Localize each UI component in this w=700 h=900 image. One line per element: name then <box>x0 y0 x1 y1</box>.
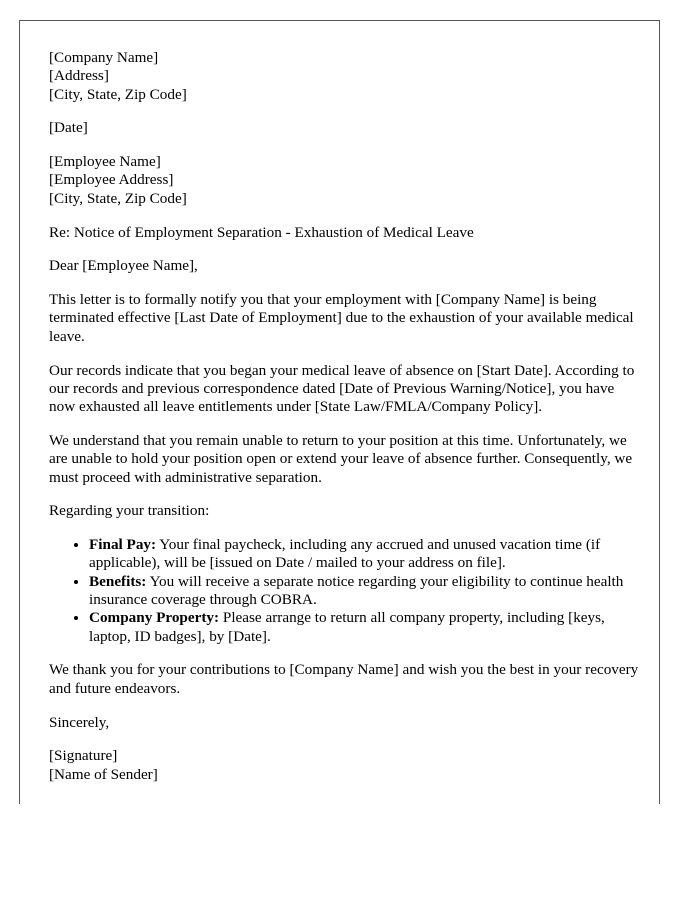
list-item-term: Company Property: <box>89 609 220 627</box>
paragraph-termination-notice: This letter is to formally notify you that your employment with [Company Name] is being terminated effective [Last Date of Employment] due to the exhaustion of your available medical leave. <box>49 291 634 345</box>
list-item-text: You will receive a separate notice regarding your eligibility to continue health insurance coverage through COBRA. <box>89 572 624 609</box>
list-item-text: Your final paycheck, including any accrued and unused vacation time (if applicable), will be [issued on Date / mailed to your address on file]. <box>89 536 601 572</box>
letter-body <box>49 49 639 799</box>
transition-list <box>49 536 639 646</box>
list-item-text: Please arrange to return all company property, including [keys, laptop, ID badges], by [Date]. <box>89 609 605 645</box>
salutation: Dear [Employee Name], <box>49 257 198 275</box>
letter-date: [Date] <box>49 119 88 137</box>
sender-address-block <box>49 49 639 104</box>
paragraph-transition-intro: Regarding your transition: <box>49 502 210 520</box>
letter-page <box>19 20 660 804</box>
sender-city-state-zip: [City, State, Zip Code] <box>49 85 187 103</box>
recipient-city-state-zip: [City, State, Zip Code] <box>49 189 187 207</box>
sender-name: [Name of Sender] <box>49 765 158 783</box>
recipient-name: [Employee Name] <box>49 153 161 171</box>
list-item-benefits <box>89 573 639 610</box>
sender-address: [Address] <box>49 67 109 85</box>
signature: [Signature] <box>49 747 118 765</box>
sender-company-name: [Company Name] <box>49 49 159 66</box>
letter-date-block <box>49 119 639 137</box>
sign-off: Sincerely, <box>49 713 110 731</box>
list-item-final-pay <box>89 536 639 573</box>
recipient-address-block <box>49 153 639 208</box>
subject-line: Re: Notice of Employment Separation - Exhaustion of Medical Leave <box>49 223 474 241</box>
list-item-company-property <box>89 609 639 646</box>
closing-paragraph: We thank you for your contributions to [Company Name] and wish you the best in your recovery and future endeavors. <box>49 661 639 697</box>
recipient-address: [Employee Address] <box>49 171 174 189</box>
list-item-term: Final Pay: <box>89 536 157 554</box>
paragraph-unable-to-return: We understand that you remain unable to return to your position at this time. Unfortunately, we are unable to hold your position open or extend your leave of absence further. Consequently, we must proceed with administrative separation. <box>49 431 633 486</box>
signature-block <box>49 747 639 784</box>
paragraph-leave-records: Our records indicate that you began your medical leave of absence on [Start Date]. According to our records and previous correspondence dated [Date of Previous Warning/Notice], you have now exhausted all leave entitlements under [State Law/FMLA/Company Policy]. <box>49 361 635 416</box>
list-item-term: Benefits: <box>89 572 147 590</box>
